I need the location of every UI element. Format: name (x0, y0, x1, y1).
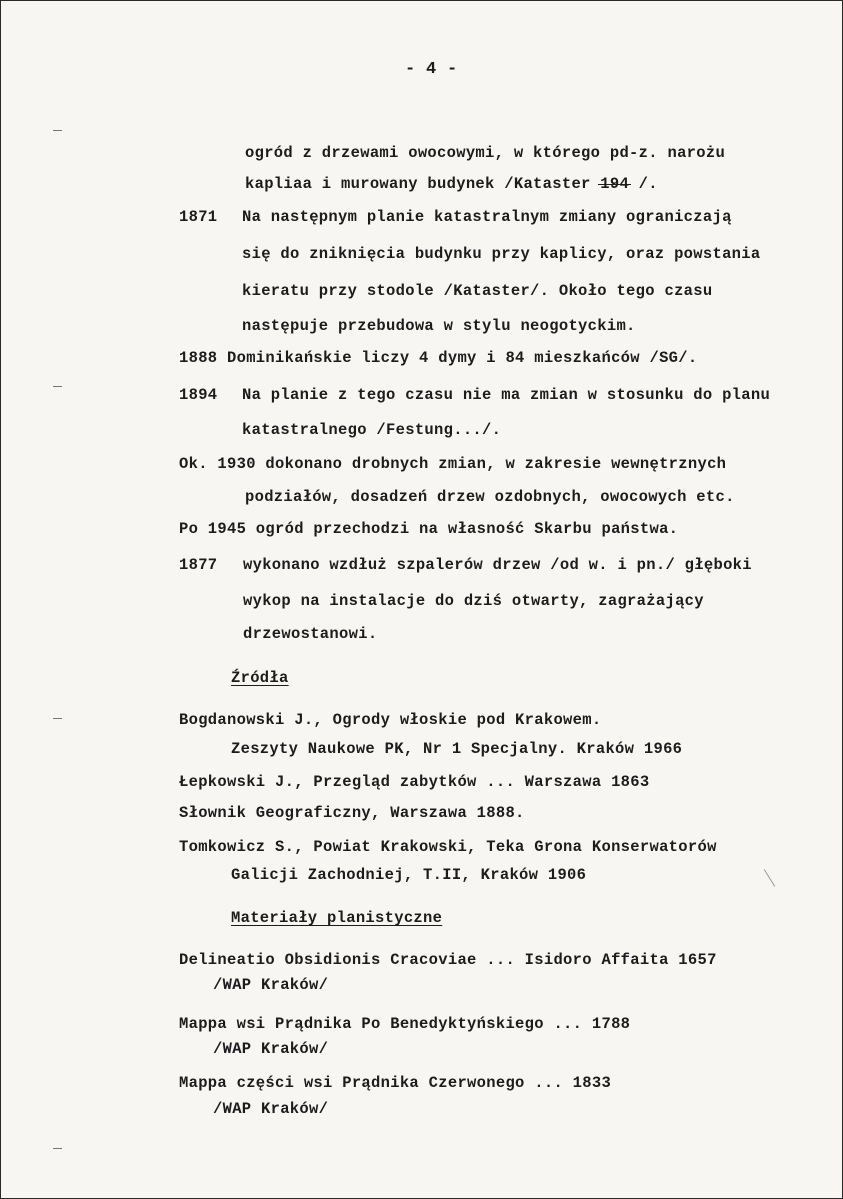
text-line: drzewostanowi. (243, 625, 378, 643)
margin-mark (53, 718, 62, 719)
text-line: 1888 Dominikańskie liczy 4 dymy i 84 mieszkańców /SG/. (179, 349, 698, 367)
text-line: katastralnego /Festung.../. (242, 421, 502, 439)
margin-mark (53, 130, 62, 131)
text-line: ogród z drzewami owocowymi, w którego pd-z. narożu (245, 144, 726, 162)
text-line: Po 1945 ogród przechodzi na własność Skarbu państwa. (179, 520, 679, 538)
material-line: /WAP Kraków/ (213, 1100, 329, 1118)
source-line: Galicji Zachodniej, T.II, Kraków 1906 (231, 866, 587, 884)
struck-number: 194 (600, 175, 630, 193)
section-heading-sources: Źródła (231, 669, 289, 687)
pencil-mark (764, 869, 775, 886)
text-line: następuje przebudowa w stylu neogotyckim. (242, 317, 636, 335)
text-line: Na planie z tego czasu nie ma zmian w stosunku do planu (242, 386, 771, 404)
text-line: podziałów, dosadzeń drzew ozdobnych, owocowych etc. (245, 488, 735, 506)
text-line: Na następnym planie katastralnym zmiany ograniczają (242, 208, 732, 226)
text-line (245, 177, 658, 193)
margin-mark (53, 386, 62, 387)
material-line: /WAP Kraków/ (213, 976, 329, 994)
material-line: Delineatio Obsidionis Cracoviae ... Isidoro Affaita 1657 (179, 951, 717, 969)
entry-year: 1894 (179, 386, 218, 404)
material-line: /WAP Kraków/ (213, 1040, 329, 1058)
entry-year: 1871 (179, 208, 218, 226)
text-line: wykonano wzdłuż szpalerów drzew /od w. i pn./ głęboki (243, 556, 752, 574)
page-number: - 4 - (405, 60, 458, 79)
source-line: Tomkowicz S., Powiat Krakowski, Teka Grona Konserwatorów (179, 838, 717, 856)
text-line: wykop na instalacje do dziś otwarty, zagrażający (243, 592, 704, 610)
material-line: Mappa części wsi Prądnika Czerwonego ... 1833 (179, 1074, 612, 1092)
text-line: kieratu przy stodole /Kataster/. Około tego czasu (242, 282, 713, 300)
material-line: Mappa wsi Prądnika Po Benedyktyńskiego ... 1788 (179, 1015, 631, 1033)
source-line: Zeszyty Naukowe PK, Nr 1 Specjalny. Kraków 1966 (231, 740, 683, 758)
text-segment: kapliaa i murowany budynek /Kataster (245, 175, 601, 193)
entry-year: 1877 (179, 556, 218, 574)
text-line: się do zniknięcia budynku przy kaplicy, oraz powstania (242, 245, 761, 263)
source-line: Słownik Geograficzny, Warszawa 1888. (179, 804, 525, 822)
source-line: Bogdanowski J., Ogrody włoskie pod Krakowem. (179, 711, 602, 729)
text-segment: /. (629, 175, 658, 193)
text-line: Ok. 1930 dokonano drobnych zmian, w zakresie wewnętrznych (179, 455, 727, 473)
source-line: Łepkowski J., Przegląd zabytków ... Warszawa 1863 (179, 773, 650, 791)
margin-mark (53, 1148, 62, 1149)
section-heading-materials: Materiały planistyczne (231, 909, 443, 927)
